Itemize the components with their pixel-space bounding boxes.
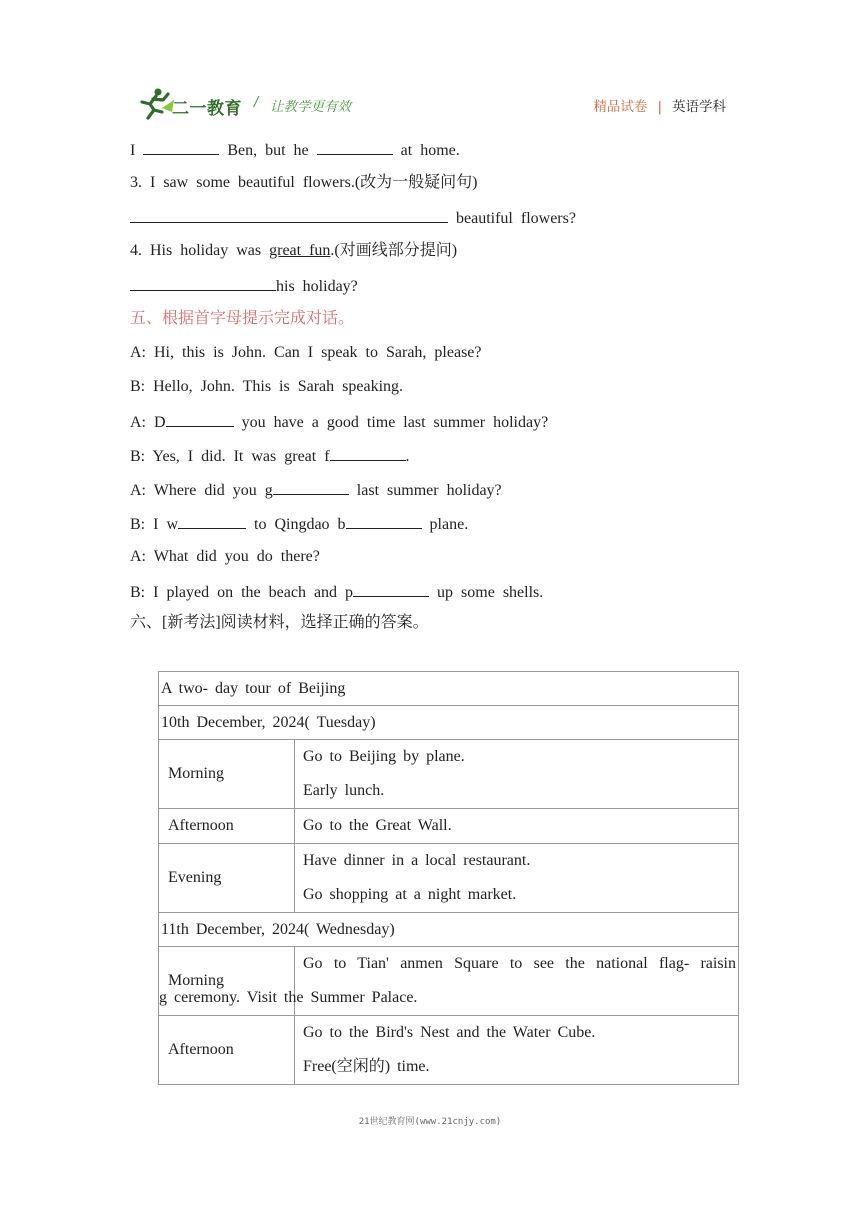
text: his holiday? <box>276 278 358 295</box>
text: to Qingdao b <box>254 516 346 533</box>
answer-blank[interactable] <box>178 513 246 529</box>
page-header <box>0 80 860 126</box>
activity: Go to Beijing by plane. <box>303 748 465 765</box>
logo <box>136 86 244 120</box>
dialogue-line <box>130 411 548 433</box>
table-row <box>159 1016 739 1085</box>
table-row <box>159 740 739 809</box>
day-heading: 11th December, 2024( Wednesday) <box>159 913 739 947</box>
text: plane. <box>429 516 469 533</box>
activity: Early lunch. <box>303 782 385 799</box>
text: up some shells. <box>437 584 544 601</box>
answer-blank[interactable] <box>317 139 393 155</box>
text: B: I w <box>130 516 178 533</box>
text: last summer holiday? <box>356 482 502 499</box>
brand-name: 二一教育 <box>172 99 242 119</box>
text: B: Yes, I did. It was great f <box>130 448 330 465</box>
text: at home. <box>400 142 460 159</box>
table-row <box>159 706 739 740</box>
activity: Free(空闲的) time. <box>303 1058 430 1075</box>
section-5-title: 五、根据首字母提示完成对话。 <box>130 310 355 327</box>
text: .(对画线部分提问) <box>330 242 458 259</box>
header-divider: / <box>254 95 259 110</box>
answer-blank[interactable] <box>166 411 234 427</box>
text: A: Where did you g <box>130 482 273 499</box>
text: B: I played on the beach and p <box>130 584 354 601</box>
activity-cell <box>295 740 739 809</box>
page-footer: 21世纪教育网(www.21cnjy.com) <box>358 1117 502 1127</box>
table-row <box>159 809 739 844</box>
text: beautiful flowers? <box>456 210 576 227</box>
day-heading: 10th December, 2024( Tuesday) <box>159 706 739 740</box>
activity-cell <box>295 844 739 913</box>
activity: Go shopping at a night market. <box>303 886 517 903</box>
answer-blank[interactable] <box>143 139 219 155</box>
header-right <box>593 95 726 115</box>
text: I <box>130 142 136 159</box>
text: 4. His holiday was <box>130 242 262 259</box>
header-separator: | <box>657 99 662 115</box>
activity: g ceremony. Visit the Summer Palace. <box>159 989 418 1006</box>
period-label: Afternoon <box>159 809 295 844</box>
dialogue-line: A: Hi, this is John. Can I speak to Sarah, please? <box>130 344 482 361</box>
section-6-title: 六、[新考法]阅读材料，选择正确的答案。 <box>130 614 429 631</box>
period-label: Morning <box>159 947 295 1016</box>
slogan: 让教学更有效 <box>270 99 351 115</box>
answer-blank[interactable] <box>130 207 448 223</box>
table-title: A two- day tour of Beijing <box>159 672 739 706</box>
dialogue-line <box>130 479 502 501</box>
dialogue-line <box>130 445 410 467</box>
answer-blank[interactable] <box>353 581 429 597</box>
subject: 英语学科 <box>672 99 726 115</box>
text: A: D <box>130 414 166 431</box>
dialogue-line: B: Hello, John. This is Sarah speaking. <box>130 378 404 395</box>
activity: Have dinner in a local restaurant. <box>303 852 531 869</box>
answer-blank[interactable] <box>273 479 349 495</box>
question-line <box>130 139 460 161</box>
table-row <box>159 913 739 947</box>
period-label: Evening <box>159 844 295 913</box>
text: . <box>405 448 410 465</box>
runner-logo-icon <box>136 86 176 120</box>
underlined-phrase: great fun <box>269 242 331 259</box>
answer-blank[interactable] <box>346 513 422 529</box>
answer-blank[interactable] <box>330 445 406 461</box>
table-row <box>159 672 739 706</box>
question-4 <box>130 241 457 261</box>
answer-blank[interactable] <box>130 275 276 291</box>
text: Ben, but he <box>227 142 309 159</box>
table-row <box>159 844 739 913</box>
dialogue-line: A: What did you do there? <box>130 548 320 565</box>
activity-cell <box>295 1016 739 1085</box>
text: you have a good time last summer holiday? <box>241 414 549 431</box>
paper-type: 精品试卷 <box>593 99 648 115</box>
activity: Go to the Bird's Nest and the Water Cube. <box>303 1024 596 1041</box>
dialogue-line <box>130 513 468 535</box>
period-label: Afternoon <box>159 1016 295 1085</box>
activity: Go to Tian' anmen Square to see the national flag- raisin <box>303 955 736 972</box>
question-3: 3. I saw some beautiful flowers.(改为一般疑问句) <box>130 174 478 191</box>
table-row <box>159 947 739 1016</box>
activity-cell <box>295 809 739 844</box>
dialogue-line <box>130 581 543 603</box>
answer-line <box>130 207 576 229</box>
tour-table <box>158 671 739 1085</box>
activity: Go to the Great Wall. <box>303 817 452 834</box>
period-label: Morning <box>159 740 295 809</box>
answer-line <box>130 275 358 297</box>
